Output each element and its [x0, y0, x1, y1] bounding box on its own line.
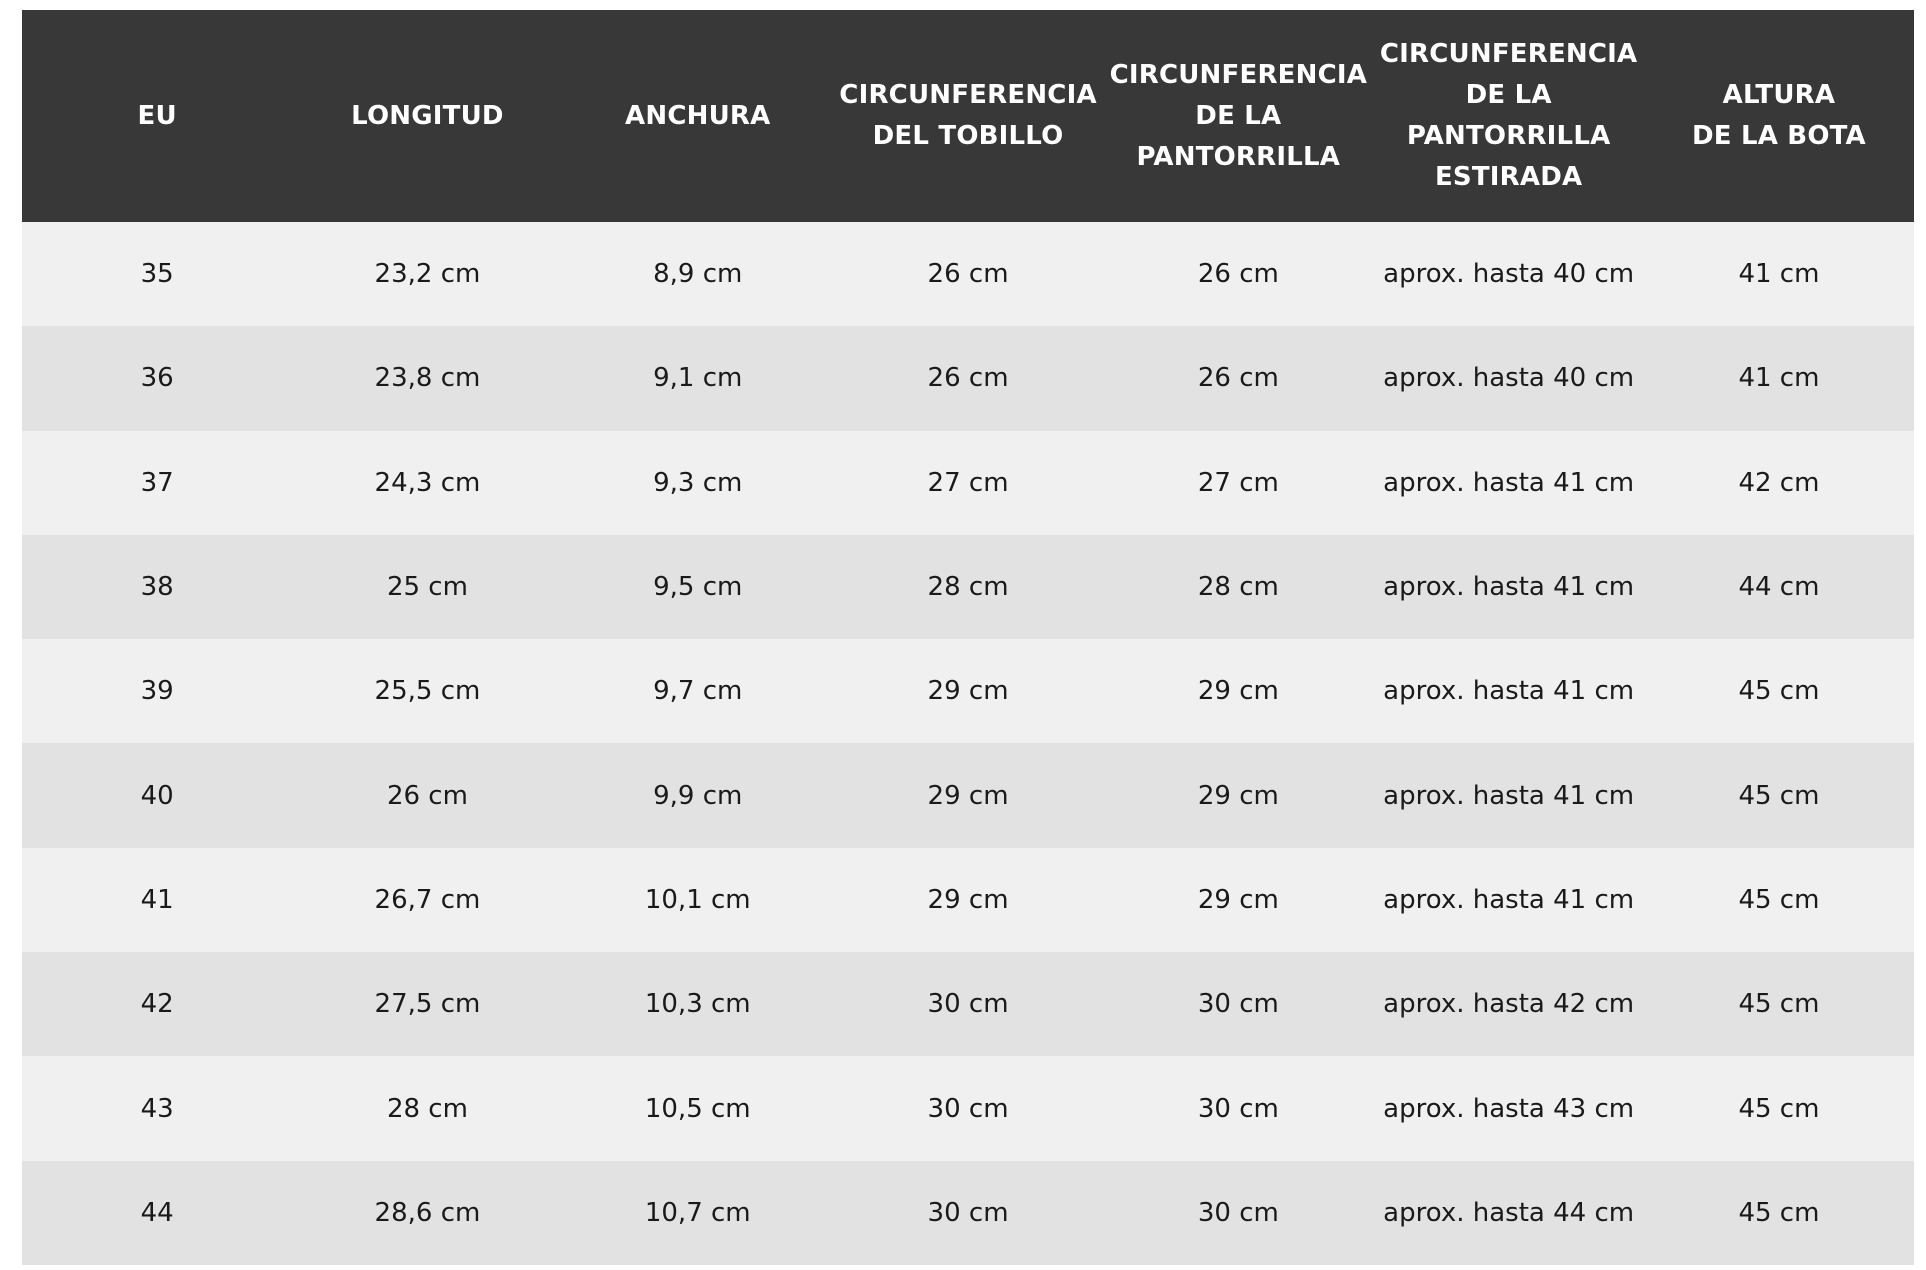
cell-width: 9,7 cm — [653, 676, 743, 707]
cell-length: 25 cm — [386, 572, 468, 603]
cell-eu-size: 35 — [140, 259, 174, 290]
column-header-anchura: ANCHURA — [625, 100, 771, 131]
cell-stretched-calf-circumference: aprox. hasta 43 cm — [1383, 1093, 1635, 1124]
cell-length: 23,2 cm — [374, 259, 481, 290]
cell-eu-size: 40 — [140, 780, 174, 811]
cell-calf-circumference: 26 cm — [1197, 259, 1279, 290]
cell-ankle-circumference: 28 cm — [927, 572, 1009, 603]
cell-boot-height: 45 cm — [1738, 884, 1820, 915]
cell-calf-circumference: 27 cm — [1197, 467, 1279, 498]
table-row — [22, 222, 1914, 326]
cell-eu-size: 36 — [140, 363, 174, 394]
cell-eu-size: 37 — [140, 467, 174, 498]
table-header — [22, 10, 1914, 222]
table-row — [22, 848, 1914, 952]
cell-width: 9,1 cm — [653, 363, 743, 394]
column-header-stretched-calf-circumference: CIRCUNFERENCIA DE LA PANTORRILLA ESTIRADA — [1379, 39, 1638, 192]
cell-stretched-calf-circumference: aprox. hasta 42 cm — [1383, 989, 1635, 1020]
cell-width: 10,3 cm — [644, 989, 751, 1020]
cell-boot-height: 45 cm — [1738, 1093, 1820, 1124]
cell-ankle-circumference: 30 cm — [927, 1197, 1009, 1228]
cell-width: 10,7 cm — [644, 1197, 751, 1228]
column-header-ankle-circumference: CIRCUNFERENCIA DEL TOBILLO — [839, 80, 1097, 151]
cell-boot-height: 44 cm — [1738, 572, 1820, 603]
size-table — [22, 10, 1914, 1265]
table-row — [22, 431, 1914, 535]
cell-stretched-calf-circumference: aprox. hasta 44 cm — [1383, 1197, 1635, 1228]
cell-boot-height: 42 cm — [1738, 467, 1820, 498]
table-row — [22, 1056, 1914, 1160]
cell-boot-height: 45 cm — [1738, 1197, 1820, 1228]
cell-boot-height: 45 cm — [1738, 989, 1820, 1020]
table-row — [22, 1161, 1914, 1265]
cell-calf-circumference: 26 cm — [1197, 363, 1279, 394]
cell-length: 23,8 cm — [374, 363, 481, 394]
size-chart — [22, 10, 1914, 1265]
table-row — [22, 326, 1914, 430]
cell-boot-height: 45 cm — [1738, 780, 1820, 811]
cell-ankle-circumference: 30 cm — [927, 989, 1009, 1020]
cell-boot-height: 41 cm — [1738, 363, 1820, 394]
header-row — [22, 10, 1914, 222]
cell-ankle-circumference: 30 cm — [927, 1093, 1009, 1124]
cell-length: 25,5 cm — [374, 676, 481, 707]
cell-stretched-calf-circumference: aprox. hasta 41 cm — [1383, 676, 1635, 707]
cell-calf-circumference: 30 cm — [1197, 1197, 1279, 1228]
cell-stretched-calf-circumference: aprox. hasta 41 cm — [1383, 884, 1635, 915]
column-header-longitud: LONGITUD — [351, 100, 504, 131]
cell-ankle-circumference: 29 cm — [927, 884, 1009, 915]
table-body — [22, 222, 1914, 1265]
column-header-calf-circumference: CIRCUNFERENCIA DE LA PANTORRILLA — [1109, 59, 1368, 172]
cell-width: 9,9 cm — [653, 780, 743, 811]
cell-calf-circumference: 28 cm — [1197, 572, 1279, 603]
cell-ankle-circumference: 26 cm — [927, 363, 1009, 394]
cell-width: 8,9 cm — [653, 259, 743, 290]
column-header-boot-height: ALTURA DE LA BOTA — [1691, 80, 1866, 151]
cell-length: 28 cm — [386, 1093, 468, 1124]
cell-boot-height: 45 cm — [1738, 676, 1820, 707]
cell-length: 24,3 cm — [374, 467, 481, 498]
cell-width: 9,5 cm — [653, 572, 743, 603]
cell-calf-circumference: 30 cm — [1197, 1093, 1279, 1124]
cell-eu-size: 43 — [140, 1093, 174, 1124]
cell-stretched-calf-circumference: aprox. hasta 41 cm — [1383, 572, 1635, 603]
cell-calf-circumference: 29 cm — [1197, 780, 1279, 811]
cell-calf-circumference: 29 cm — [1197, 884, 1279, 915]
cell-eu-size: 38 — [140, 572, 174, 603]
cell-stretched-calf-circumference: aprox. hasta 40 cm — [1383, 259, 1635, 290]
cell-calf-circumference: 29 cm — [1197, 676, 1279, 707]
cell-length: 27,5 cm — [374, 989, 481, 1020]
cell-eu-size: 44 — [140, 1197, 174, 1228]
cell-ankle-circumference: 29 cm — [927, 676, 1009, 707]
cell-stretched-calf-circumference: aprox. hasta 41 cm — [1383, 780, 1635, 811]
table-row — [22, 952, 1914, 1056]
cell-boot-height: 41 cm — [1738, 259, 1820, 290]
table-row — [22, 743, 1914, 847]
cell-eu-size: 42 — [140, 989, 174, 1020]
table-row — [22, 535, 1914, 639]
cell-width: 9,3 cm — [653, 467, 743, 498]
cell-length: 26 cm — [386, 780, 468, 811]
cell-length: 28,6 cm — [374, 1197, 481, 1228]
cell-width: 10,5 cm — [644, 1093, 751, 1124]
cell-width: 10,1 cm — [644, 884, 751, 915]
cell-calf-circumference: 30 cm — [1197, 989, 1279, 1020]
cell-stretched-calf-circumference: aprox. hasta 40 cm — [1383, 363, 1635, 394]
cell-length: 26,7 cm — [374, 884, 481, 915]
column-header-eu: EU — [137, 100, 177, 131]
cell-ankle-circumference: 26 cm — [927, 259, 1009, 290]
cell-stretched-calf-circumference: aprox. hasta 41 cm — [1383, 467, 1635, 498]
cell-eu-size: 41 — [140, 884, 174, 915]
cell-eu-size: 39 — [140, 676, 174, 707]
cell-ankle-circumference: 27 cm — [927, 467, 1009, 498]
cell-ankle-circumference: 29 cm — [927, 780, 1009, 811]
table-row — [22, 639, 1914, 743]
